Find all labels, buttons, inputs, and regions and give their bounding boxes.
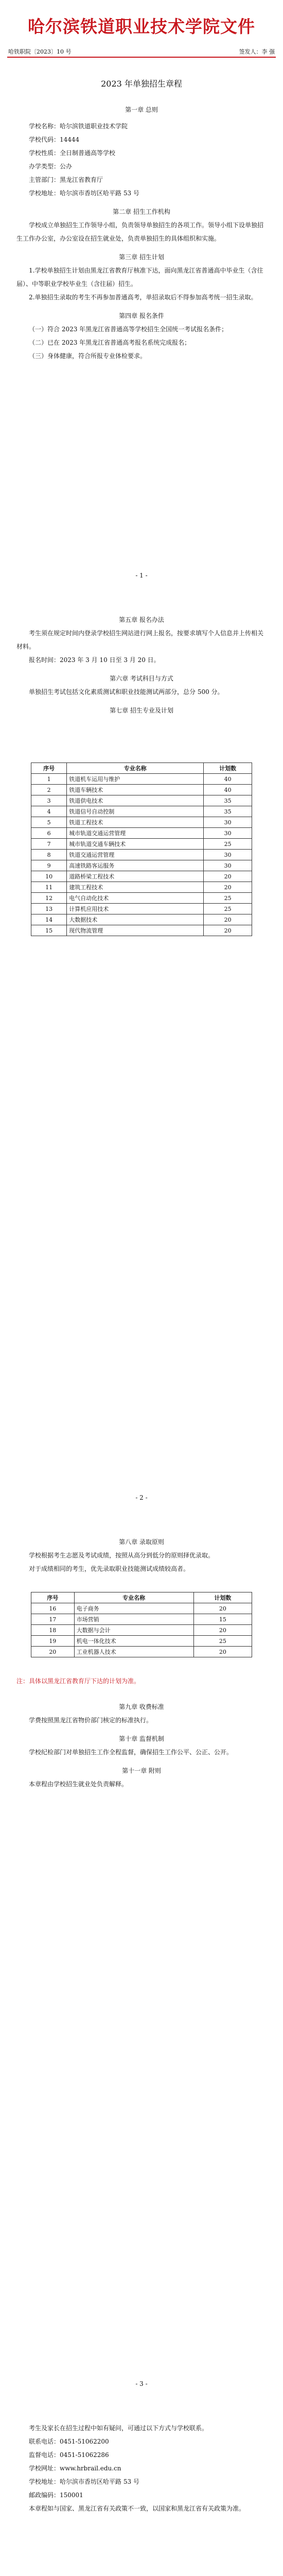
major-plan-table-continued — [31, 1592, 252, 1657]
body-line: 主管部门：黑龙江省教育厅 — [29, 176, 103, 183]
body-line: 本章程由学校招生就业处负责解释。 — [29, 1781, 128, 1788]
page-3 — [0, 1515, 283, 2401]
website: 学校网址：www.hrbrail.edu.cn — [29, 2465, 121, 2472]
body-line: 学校代码：14444 — [29, 136, 80, 143]
table-cell: 30 — [204, 850, 252, 860]
page-4 — [0, 2401, 283, 2576]
table-cell-major: 大数据与会计 — [74, 1625, 193, 1636]
table-header: 序号 — [31, 763, 67, 774]
table-cell: 15 — [31, 925, 67, 936]
table-header: 专业名称 — [67, 763, 204, 774]
table-cell-major: 大数据技术 — [67, 914, 204, 925]
header-meta — [8, 47, 275, 56]
chapter-heading: 第十章 监督机制 — [119, 1735, 164, 1742]
table-row — [31, 1625, 252, 1636]
table-row — [31, 785, 252, 795]
table-cell-major: 铁道信号自动控制 — [67, 806, 204, 817]
chapter-heading: 第九章 收费标准 — [119, 1703, 164, 1710]
table-cell: 6 — [31, 828, 67, 839]
table-cell: 3 — [31, 795, 67, 806]
table-cell: 20 — [204, 925, 252, 936]
table-row — [31, 806, 252, 817]
table-row — [31, 904, 252, 914]
table-row — [31, 1647, 252, 1657]
table-row — [31, 1603, 252, 1614]
table-cell: 30 — [204, 817, 252, 828]
table-cell: 10 — [31, 871, 67, 882]
chapter-heading: 第六章 考试科目与方式 — [110, 675, 173, 682]
table-cell-major: 高速铁路客运服务 — [67, 860, 204, 871]
body-line: 报名时间：2023 年 3 月 10 日至 3 月 20 日。 — [29, 656, 160, 664]
table-row — [31, 774, 252, 785]
page-number: - 1 - — [135, 572, 148, 579]
table-row — [31, 882, 252, 893]
chapter-heading: 第一章 总则 — [125, 106, 158, 113]
page-2 — [0, 592, 283, 1515]
table-row — [31, 925, 252, 936]
contact-phone: 联系电话：0451-51062200 — [29, 2438, 109, 2445]
table-header-row — [31, 1592, 252, 1603]
body-line: 学校根据考生志愿及考试成绩，按照从高分到低分的原则择优录取。 — [29, 1552, 215, 1559]
table-cell: 40 — [204, 774, 252, 785]
table-cell-major: 市场营销 — [74, 1614, 193, 1625]
table-row — [31, 839, 252, 850]
table-cell-major: 铁道机车运用与维护 — [67, 774, 204, 785]
page-number: - 3 - — [135, 2380, 148, 2387]
table-cell: 8 — [31, 850, 67, 860]
table-cell-major: 电气自动化技术 — [67, 893, 204, 904]
page2-body — [16, 613, 267, 717]
body-line: （三）身体健康，符合所报专业体检要求。 — [29, 352, 147, 360]
table-cell-major: 机电一体化技术 — [74, 1636, 193, 1647]
table-cell-major: 城市轨道交通运营管理 — [67, 828, 204, 839]
table-cell: 30 — [204, 828, 252, 839]
body-line: 本章程如与国家、黑龙江省有关政策不一致，以国家和黑龙江省有关政策为准。 — [29, 2505, 245, 2512]
table-cell: 20 — [193, 1647, 252, 1657]
chapter-heading: 第四章 报名条件 — [119, 312, 164, 319]
table-cell: 25 — [204, 839, 252, 850]
body-line: 考生须在规定时间内登录学校招生网站进行网上报名，按要求填写个人信息并上传相关材料。 — [16, 630, 264, 650]
body-line: 2.单独招生录取的考生不再参加普通高考，单招录取后不得参加高考统一招生录取。 — [29, 294, 257, 301]
chapter-heading: 第二章 招生工作机构 — [113, 208, 170, 215]
table-cell: 7 — [31, 839, 67, 850]
chapter-heading: 第三章 招生计划 — [119, 253, 164, 261]
body-line: 对于成绩相同的考生，优先录取职业技能测试成绩较高者。 — [29, 1565, 190, 1572]
table-row — [31, 893, 252, 904]
table-cell: 13 — [31, 904, 67, 914]
table-header: 专业名称 — [74, 1592, 193, 1603]
table-cell: 25 — [193, 1636, 252, 1647]
table-cell: 20 — [193, 1625, 252, 1636]
table-cell: 35 — [204, 806, 252, 817]
chapter-heading: 第十一章 附则 — [122, 1767, 161, 1774]
table-cell: 20 — [204, 882, 252, 893]
body-line: 学校纪检部门对单独招生工作全程监督，确保招生工作公平、公正、公开。 — [29, 1749, 233, 1756]
page3-more — [16, 1700, 267, 1791]
table-cell: 30 — [204, 860, 252, 871]
table-cell: 20 — [204, 871, 252, 882]
page-number: - 2 - — [135, 1494, 148, 1501]
table-cell: 2 — [31, 785, 67, 795]
body-line: 学校性质：全日制普通高等学校 — [29, 149, 116, 157]
table-cell: 12 — [31, 893, 67, 904]
institution-title: 哈尔滨铁道职业技术学院文件 — [28, 16, 255, 37]
table-cell-major: 建筑工程技术 — [67, 882, 204, 893]
red-rule — [7, 57, 276, 58]
table-row — [31, 795, 252, 806]
doc-title: 2023 年单独招生章程 — [101, 79, 182, 89]
table-cell-major: 现代物流管理 — [67, 925, 204, 936]
table-cell-major: 铁道工程技术 — [67, 817, 204, 828]
table-header: 计划数 — [204, 763, 252, 774]
body-line: 单独招生考试包括文化素质测试和职业技能测试两部分，总分 500 分。 — [29, 688, 224, 696]
supervise-phone: 监督电话：0451-51062286 — [29, 2451, 109, 2459]
postcode: 邮政编码：150001 — [29, 2492, 83, 2499]
table-cell-major: 工业机器人技术 — [74, 1647, 193, 1657]
table-cell: 19 — [31, 1636, 75, 1647]
table-cell-major: 铁道交通运营管理 — [67, 850, 204, 860]
body-line: （一）符合 2023 年黑龙江省普通高等学校招生全国统一考试报名条件； — [29, 326, 228, 333]
table-cell: 9 — [31, 860, 67, 871]
table-cell: 25 — [204, 904, 252, 914]
table-cell: 16 — [31, 1603, 75, 1614]
table-row — [31, 914, 252, 925]
body-line: 考生及家长在招生过程中如有疑问，可通过以下方式与学校联系。 — [29, 2425, 208, 2432]
body-line: 学校成立单独招生工作领导小组，负责领导单独招生的各项工作。领导小组下设单独招生工作办公室，办公室设在招生就业处，负责单独招生的具体组织和实施。 — [16, 222, 264, 242]
table-cell: 25 — [204, 893, 252, 904]
table-row — [31, 817, 252, 828]
table-row — [31, 860, 252, 871]
body-line: 学费按照黑龙江省物价部门核定的标准执行。 — [29, 1717, 153, 1724]
page3-body — [16, 1535, 267, 1575]
table-cell: 17 — [31, 1614, 75, 1625]
chapter-heading: 第七章 招生专业及计划 — [110, 707, 173, 714]
table-cell-major: 铁道车辆技术 — [67, 785, 204, 795]
table-cell: 15 — [193, 1614, 252, 1625]
address: 学校地址：哈尔滨市香坊区哈平路 53 号 — [29, 2478, 139, 2485]
signer: 签发人：李 强 — [239, 48, 275, 55]
table-row — [31, 828, 252, 839]
table-cell: 4 — [31, 806, 67, 817]
table-cell: 20 — [204, 914, 252, 925]
table-cell-major: 城市轨道交通车辆技术 — [67, 839, 204, 850]
table-row — [31, 850, 252, 860]
table-cell: 14 — [31, 914, 67, 925]
table-cell-major: 电子商务 — [74, 1603, 193, 1614]
table-cell-major: 计算机应用技术 — [67, 904, 204, 914]
table-cell: 40 — [204, 785, 252, 795]
table-header: 计划数 — [193, 1592, 252, 1603]
table-header-row — [31, 763, 252, 774]
major-plan-table — [31, 762, 252, 936]
table-cell-major: 铁道供电技术 — [67, 795, 204, 806]
table-cell: 11 — [31, 882, 67, 893]
page1-body — [16, 120, 267, 363]
body-line: 学校地址：哈尔滨市香坊区哈平路 53 号 — [29, 190, 139, 197]
table-header: 序号 — [31, 1592, 75, 1603]
body-line: 1.学校单独招生计划由黑龙江省教育厅核准下达，面向黑龙江省普通高中毕业生（含往届）、中等职业学校毕业生（含往届）招生。 — [16, 267, 263, 287]
table-row — [31, 1614, 252, 1625]
table-row — [31, 871, 252, 882]
body-line: 办学类型：公办 — [29, 163, 73, 170]
table-cell: 35 — [204, 795, 252, 806]
table-cell-major: 道路桥梁工程技术 — [67, 871, 204, 882]
chapter-heading: 第八章 录取原则 — [119, 1538, 164, 1546]
red-note: 注：具体以黑龙江省教育厅下达的计划为准。 — [16, 1677, 140, 1685]
body-line: （二）已在 2023 年黑龙江省普通高考报名系统完成报名； — [29, 339, 191, 346]
page-1 — [0, 0, 283, 592]
body-line: 学校名称：哈尔滨铁道职业技术学院 — [29, 123, 128, 130]
doc-number: 哈铁职院〔2023〕10 号 — [8, 48, 72, 55]
table-cell: 18 — [31, 1625, 75, 1636]
table-cell: 20 — [31, 1647, 75, 1657]
table-cell: 1 — [31, 774, 67, 785]
table-cell: 5 — [31, 817, 67, 828]
chapter-heading: 第五章 报名办法 — [119, 616, 164, 623]
table-row — [31, 1636, 252, 1647]
table-cell: 20 — [193, 1603, 252, 1614]
page4-body — [16, 2421, 267, 2515]
